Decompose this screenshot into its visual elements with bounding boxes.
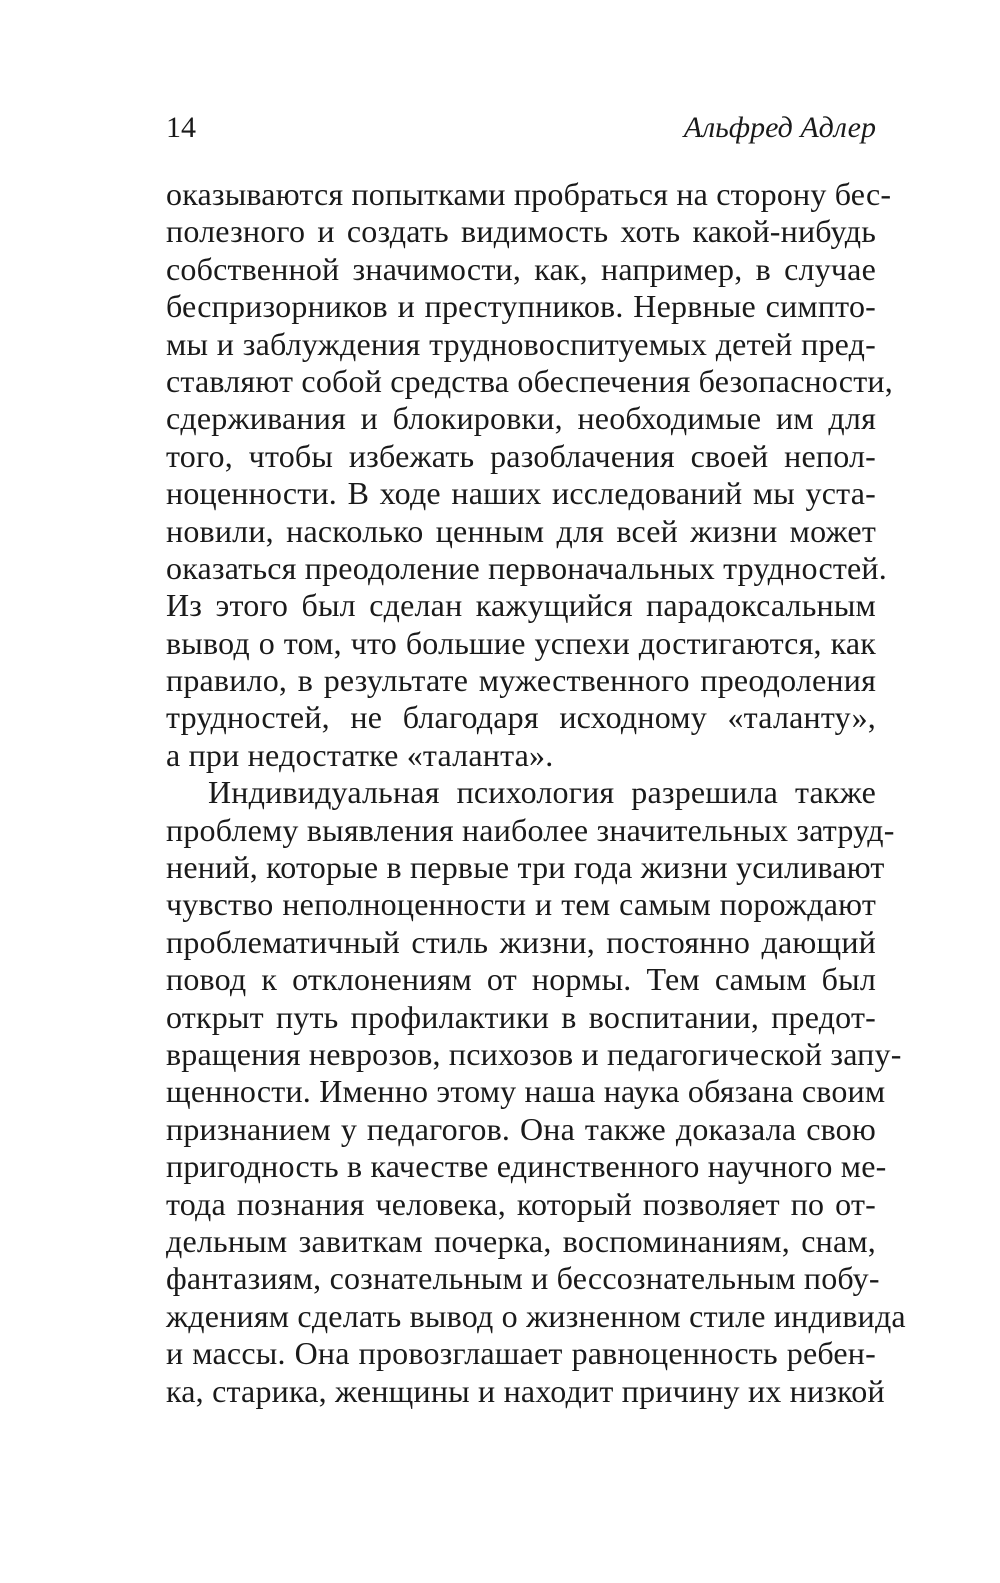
text-line: чувство неполноценности и тем самым порождают bbox=[166, 886, 876, 923]
text-line: того, чтобы избежать разоблачения своей непол- bbox=[166, 437, 876, 474]
text-line: ка, старика, женщины и находит причину их низкой bbox=[166, 1372, 885, 1409]
text-line: дельным завиткам почерка, воспоминаниям, снам, bbox=[166, 1222, 876, 1259]
text-line: полезного и создать видимость хоть какой-нибудь bbox=[166, 213, 876, 250]
paragraph-start-line: Индивидуальная психология разрешила также bbox=[208, 774, 876, 811]
text-line: ноценности. В ходе наших исследований мы уста- bbox=[166, 475, 876, 512]
text-line: щенности. Именно этому наша наука обязана своим bbox=[166, 1073, 886, 1110]
text-line: ждениям сделать вывод о жизненном стиле индивида bbox=[166, 1297, 906, 1334]
text-line: собственной значимости, как, например, в случае bbox=[166, 250, 876, 287]
body-text bbox=[166, 176, 906, 1410]
text-line: мы и заблуждения трудновоспитуемых детей пред- bbox=[166, 325, 876, 362]
text-line: проблему выявления наиболее значительных затруд- bbox=[166, 811, 895, 848]
running-header bbox=[166, 108, 876, 148]
text-line: пригодность в качестве единственного научного ме- bbox=[166, 1148, 887, 1185]
text-line: фантазиям, сознательным и бессознательным побу- bbox=[166, 1260, 880, 1297]
text-line: оказаться преодоление первоначальных трудностей. bbox=[166, 549, 887, 586]
text-line: тода познания человека, который позволяет по от- bbox=[166, 1185, 876, 1222]
text-line: и массы. Она провозглашает равноценность ребен- bbox=[166, 1335, 876, 1372]
text-line: трудностей, не благодаря исходному «таланту», bbox=[166, 699, 876, 736]
running-head-author: Альфред Адлер bbox=[683, 111, 876, 144]
text-line: оказываются попытками пробраться на сторону бес- bbox=[166, 176, 892, 212]
text-line: вывод о том, что большие успехи достигаются, как bbox=[166, 624, 876, 661]
text-line: нений, которые в первые три года жизни усиливают bbox=[166, 849, 885, 886]
text-line: ставляют собой средства обеспечения безопасности, bbox=[166, 362, 893, 399]
text-line: новили, насколько ценным для всей жизни может bbox=[166, 512, 876, 549]
book-page bbox=[166, 108, 906, 1410]
text-line: беспризорников и преступников. Нервные симпто- bbox=[166, 288, 876, 325]
text-line: вращения неврозов, психозов и педагогической запу- bbox=[166, 1035, 902, 1072]
text-line: повод к отклонениям от нормы. Тем самым был bbox=[166, 961, 876, 998]
text-line: признанием у педагогов. Она также доказала свою bbox=[166, 1110, 876, 1147]
text-line: проблематичный стиль жизни, постоянно дающий bbox=[166, 923, 876, 960]
page-number: 14 bbox=[166, 111, 196, 144]
text-line: а при недостатке «таланта». bbox=[166, 736, 554, 773]
text-line: сдерживания и блокировки, необходимые им для bbox=[166, 400, 876, 437]
text-line: Из этого был сделан кажущийся парадоксальным bbox=[166, 587, 876, 624]
text-line: правило, в результате мужественного преодоления bbox=[166, 662, 876, 699]
text-line: открыт путь профилактики в воспитании, предот- bbox=[166, 998, 876, 1035]
